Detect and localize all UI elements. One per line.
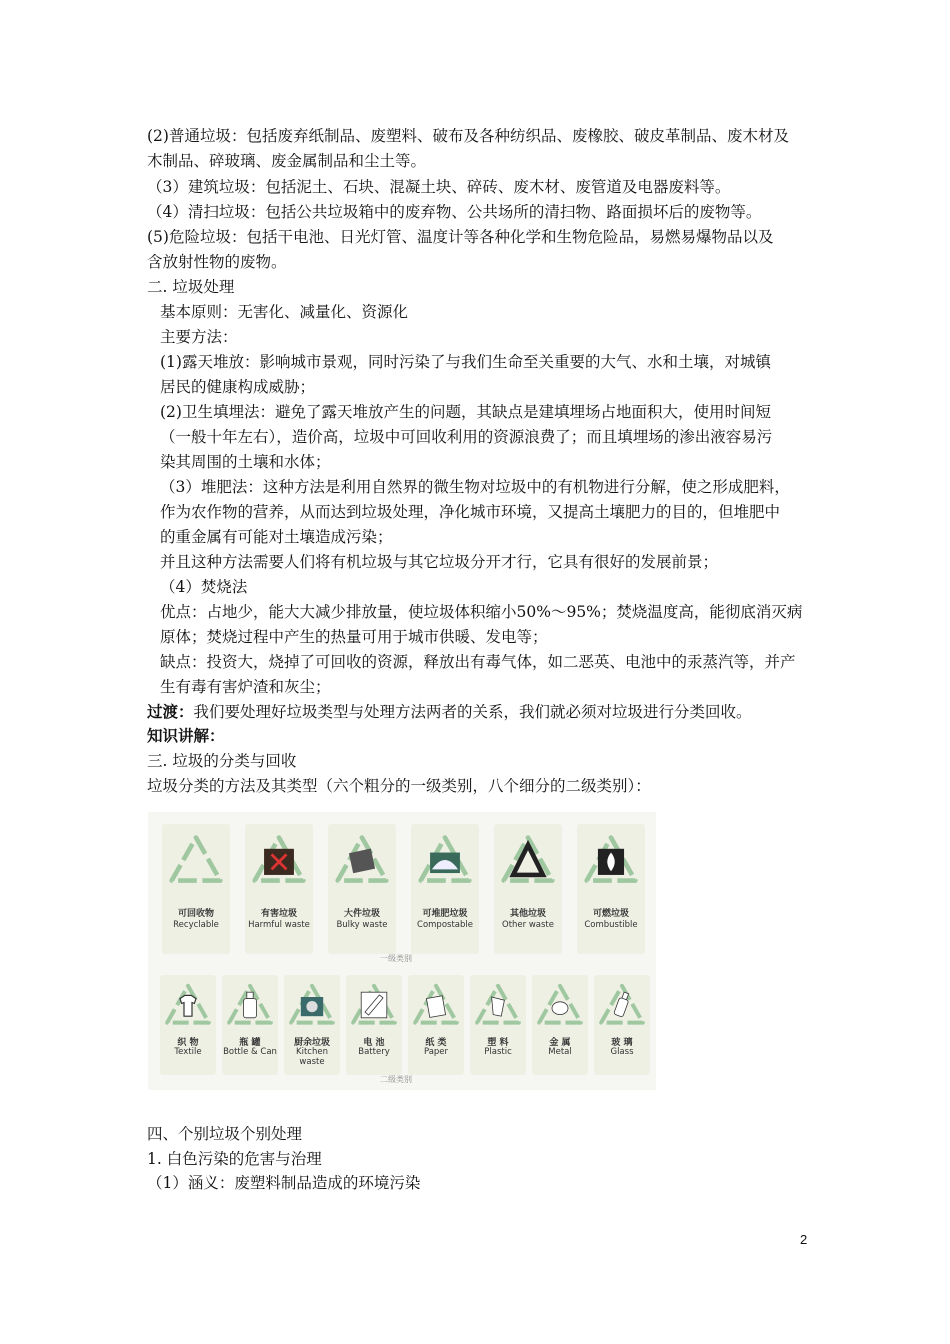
waste-sign (470, 975, 526, 1075)
waste-sign (328, 824, 396, 954)
sign-label-en: Compostable (417, 920, 473, 930)
harmful-icon (251, 832, 307, 888)
waste-sign (532, 975, 588, 1075)
waste-sign (284, 975, 340, 1075)
sign-label-en: Combustible (584, 920, 638, 930)
sign-label-cn: 其他垃圾 (509, 909, 546, 919)
waste-sign (245, 824, 313, 954)
text-line: （1）涵义：废塑料制品造成的环境污染 (147, 1174, 421, 1192)
section-heading: 三. 垃圾的分类与回收 (147, 752, 297, 770)
text-line: 作为农作物的营养，从而达到垃圾处理，净化城市环境，又提高土壤肥力的目的，但堆肥中 (160, 503, 781, 521)
battery-icon (350, 981, 398, 1029)
figure-caption-row2: 二级类别 (380, 1075, 412, 1084)
text-line: (2)卫生填埋法：避免了露天堆放产生的问题，其缺点是建填埋场占地面积大，使用时间短 (160, 403, 771, 421)
text-line: 优点：占地少，能大大减少排放量，使垃圾体积缩小50%～95%；焚烧温度高，能彻底消灭病 (160, 603, 803, 621)
text-line: （4）清扫垃圾：包括公共垃圾箱中的废弃物、公共场所的清扫物、路面损坏后的废物等。 (147, 203, 762, 221)
sign-label-en: Kitchen waste (296, 1047, 328, 1067)
text-line: 含放射性物的废物。 (147, 253, 287, 271)
kitchen-icon (288, 981, 336, 1029)
waste-sign (408, 975, 464, 1075)
transition-text: 我们要处理好垃圾类型与处理方法两者的关系，我们就必须对垃圾进行分类回收。 (193, 703, 752, 721)
text-line: (5)危险垃圾：包括干电池、日光灯管、温度计等各种化学和生物危险品，易燃易爆物品以及 (147, 228, 774, 246)
sign-label-cn: 纸 类 (425, 1038, 447, 1048)
sign-label-en: Harmful waste (248, 920, 310, 930)
sign-label-en: Metal (548, 1047, 572, 1057)
waste-sign (160, 975, 216, 1075)
waste-sign (577, 824, 645, 954)
sign-label-en: Other waste (502, 920, 554, 930)
sign-label-cn: 有害垃圾 (260, 909, 297, 919)
text-line: 的重金属有可能对土壤造成污染； (160, 528, 393, 546)
sign-label-en: Bulky waste (336, 920, 388, 930)
sign-label-cn: 可燃垃圾 (592, 909, 629, 919)
text-line: 1. 白色污染的危害与治理 (147, 1150, 322, 1168)
figure-caption-row1: 一级类别 (380, 954, 412, 963)
compost-icon (417, 832, 473, 888)
sign-label-en: Textile (174, 1047, 202, 1057)
sign-label-cn: 可堆肥垃圾 (422, 909, 468, 919)
text-line: (1)露天堆放：影响城市景观，同时污染了与我们生命至关重要的大气、水和土壤，对城镇 (160, 353, 771, 371)
waste-sign (411, 824, 479, 954)
sign-label-cn: 塑 料 (487, 1038, 509, 1048)
other-icon (500, 832, 556, 888)
text-line: （一般十年左右），造价高，垃圾中可回收利用的资源浪费了；而且填埋场的渗出液容易污 (160, 428, 773, 446)
waste-sign (594, 975, 650, 1075)
waste-classification-figure (148, 812, 656, 1090)
text-line: 并且这种方法需要人们将有机垃圾与其它垃圾分开才行，它具有很好的发展前景； (160, 553, 719, 571)
text-line: 主要方法： (160, 328, 238, 346)
sign-label-en: Paper (423, 1047, 449, 1057)
sign-label-cn: 玻 璃 (611, 1038, 633, 1048)
text-line: (2)普通垃圾：包括废弃纸制品、废塑料、破布及各种纺织品、废橡胶、破皮革制品、废木材及 (147, 127, 789, 145)
sign-label-en: Glass (610, 1047, 634, 1057)
sign-label-cn: 厨余垃圾 (293, 1038, 330, 1048)
waste-sign (162, 824, 230, 954)
paper-icon (412, 981, 460, 1029)
transition-label: 过渡： (147, 702, 194, 721)
text-line: 居民的健康构成威胁； (160, 378, 316, 396)
sign-label-cn: 可回收物 (177, 909, 214, 919)
glass-icon (598, 981, 646, 1029)
metal-icon (536, 981, 584, 1029)
knowledge-label: 知识讲解： (147, 726, 225, 745)
text-line: 缺点：投资大，烧掉了可回收的资源，释放出有毒气体，如二恶英、电池中的汞蒸汽等，并产 (160, 653, 796, 671)
section-heading: 二. 垃圾处理 (147, 278, 235, 296)
waste-sign (346, 975, 402, 1075)
transition-paragraph (147, 700, 752, 724)
sign-label-en: Bottle & Can (223, 1047, 277, 1057)
text-line: 木制品、碎玻璃、废金属制品和尘土等。 (147, 152, 427, 170)
sign-label-cn: 瓶 罐 (239, 1038, 261, 1048)
text-line: 基本原则：无害化、减量化、资源化 (160, 303, 409, 321)
sign-label-en: Plastic (484, 1047, 512, 1057)
text-line: （4）焚烧法 (160, 578, 248, 596)
text-line: 垃圾分类的方法及其类型（六个粗分的一级类别，八个细分的二级类别）： (147, 777, 651, 795)
waste-sign (494, 824, 562, 954)
bottle-icon (226, 981, 274, 1029)
page-number: 2 (800, 1232, 808, 1247)
recycle-icon (168, 832, 224, 888)
sign-label-cn: 电 池 (363, 1038, 385, 1048)
sign-label-cn: 大件垃圾 (343, 909, 380, 919)
text-line: （3）堆肥法：这种方法是利用自然界的微生物对垃圾中的有机物进行分解，使之形成肥料， (160, 478, 790, 496)
flame-icon (583, 832, 639, 888)
sign-label-en: Recyclable (173, 920, 219, 930)
waste-sign (222, 975, 278, 1075)
sign-label-en: Battery (358, 1047, 390, 1057)
sign-label-cn: 织 物 (177, 1038, 199, 1048)
text-line: 生有毒有害炉渣和灰尘； (160, 678, 331, 696)
textile-icon (164, 981, 212, 1029)
text-line: 染其周围的土壤和水体； (160, 453, 331, 471)
plastic-icon (474, 981, 522, 1029)
bulky-icon (334, 832, 390, 888)
text-line: 原体；焚烧过程中产生的热量可用于城市供暖、发电等； (160, 628, 548, 646)
sign-label-cn: 金 属 (549, 1038, 571, 1048)
section-heading: 四、个别垃圾个别处理 (147, 1125, 303, 1143)
text-line: （3）建筑垃圾：包括泥土、石块、混凝土块、碎砖、废木材、废管道及电器废料等。 (147, 178, 731, 196)
